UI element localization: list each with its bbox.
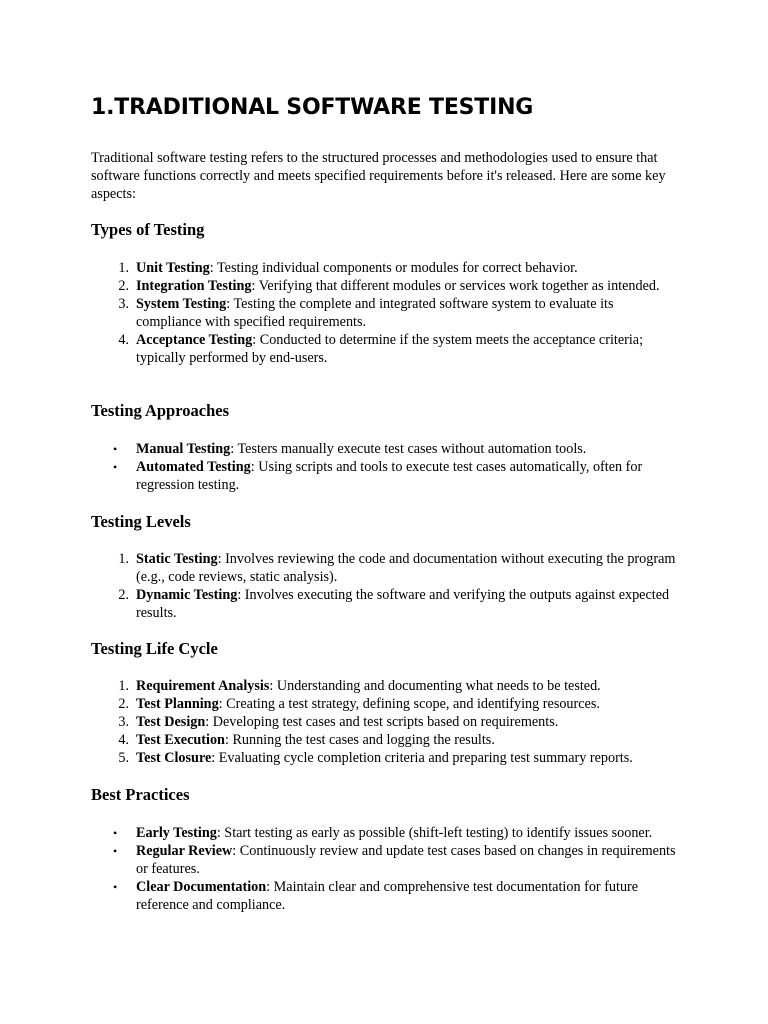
list-item-term: Early Testing <box>136 825 217 841</box>
list-item-term: Test Execution <box>136 732 225 748</box>
list-item-text: : Creating a test strategy, defining scope, and identifying resources. <box>218 696 600 712</box>
list-marker: 4. <box>118 732 129 748</box>
list-item-text: : Testing the complete and integrated software system to evaluate its compliance with specified requirements. <box>136 296 614 330</box>
list-item-text: : Continuously review and update test cases based on changes in requirements or features. <box>136 843 676 877</box>
section-best-practices <box>91 785 691 914</box>
section-testing-levels <box>91 512 691 622</box>
section-heading: Types of Testing <box>91 220 205 239</box>
list-item-term: Unit Testing <box>136 260 210 276</box>
list-item <box>91 677 681 695</box>
list-item-text: : Running the test cases and logging the results. <box>224 732 495 748</box>
numbered-list <box>91 259 691 367</box>
section-heading: Testing Approaches <box>91 401 229 420</box>
list-item-text: : Maintain clear and comprehensive test documentation for future reference and compliance. <box>136 879 639 913</box>
list-item-text: : Using scripts and tools to execute test cases automatically, often for regression testing. <box>136 459 643 493</box>
list-item <box>91 713 681 731</box>
list-item-term: Clear Documentation <box>136 879 267 895</box>
list-item <box>91 878 681 914</box>
list-item <box>91 331 681 367</box>
list-item-term: Regular Review <box>136 843 233 859</box>
list-item-term: Dynamic Testing <box>136 587 238 603</box>
list-item-term: Acceptance Testing <box>136 332 253 348</box>
list-item <box>91 749 681 767</box>
list-item-term: Test Design <box>136 714 206 730</box>
bullet-icon: • <box>113 880 118 894</box>
list-item-text: : Evaluating cycle completion criteria and preparing test summary reports. <box>211 750 633 766</box>
section-heading: Testing Life Cycle <box>91 639 218 658</box>
intro-paragraph: Traditional software testing refers to the structured processes and methodologies used to ensure that software functions correctly and meets specified requirements before it's released. Here are some key aspects: <box>91 150 666 202</box>
list-item-term: Integration Testing <box>136 278 252 294</box>
list-marker: 2. <box>118 696 129 712</box>
list-item-text: : Verifying that different modules or services work together as intended. <box>251 278 660 294</box>
section-heading: Best Practices <box>91 785 190 804</box>
numbered-list <box>91 550 691 622</box>
bullet-icon: • <box>113 460 118 474</box>
bullet-icon: • <box>113 826 118 840</box>
list-item-term: Static Testing <box>136 551 218 567</box>
bullet-list <box>91 440 691 494</box>
list-item <box>91 440 681 458</box>
list-item-term: Manual Testing <box>136 441 231 457</box>
list-marker: 2. <box>118 278 129 294</box>
bullet-icon: • <box>113 844 118 858</box>
list-item <box>91 458 681 494</box>
list-item <box>91 824 681 842</box>
section-heading: Testing Levels <box>91 512 191 531</box>
list-marker: 1. <box>118 678 129 694</box>
page-title: 1.TRADITIONAL SOFTWARE TESTING <box>91 95 534 120</box>
list-item-text: : Start testing as early as possible (shift-left testing) to identify issues sooner. <box>216 825 653 841</box>
list-marker: 5. <box>118 750 129 766</box>
list-item-text: : Developing test cases and test scripts based on requirements. <box>205 714 559 730</box>
section-testing-approaches <box>91 401 691 494</box>
list-item-text: : Involves reviewing the code and documentation without executing the program (e.g., code reviews, static analysis). <box>136 551 676 585</box>
list-item-text: : Testing individual components or modules for correct behavior. <box>209 260 578 276</box>
bullet-list <box>91 824 691 914</box>
list-item-term: Test Planning <box>136 696 219 712</box>
section-types-of-testing <box>91 220 691 367</box>
list-item <box>91 842 681 878</box>
list-marker: 2. <box>118 587 129 603</box>
list-item <box>91 259 681 277</box>
list-marker: 3. <box>118 296 129 312</box>
list-item-term: Test Closure <box>136 750 212 766</box>
list-item <box>91 295 681 331</box>
list-item <box>91 550 681 586</box>
list-item-term: System Testing <box>136 296 227 312</box>
list-item-text: : Understanding and documenting what needs to be tested. <box>269 678 601 694</box>
list-item <box>91 695 681 713</box>
list-marker: 3. <box>118 714 129 730</box>
list-item-text: : Testers manually execute test cases without automation tools. <box>230 441 587 457</box>
list-item <box>91 277 681 295</box>
section-testing-life-cycle <box>91 639 691 767</box>
list-marker: 4. <box>118 332 129 348</box>
list-item-term: Requirement Analysis <box>136 678 270 694</box>
list-marker: 1. <box>118 260 129 276</box>
list-item-text: : Involves executing the software and verifying the outputs against expected results. <box>136 587 670 621</box>
list-item <box>91 586 681 622</box>
numbered-list <box>91 677 691 767</box>
list-marker: 1. <box>118 551 129 567</box>
list-item-term: Automated Testing <box>136 459 251 475</box>
bullet-icon: • <box>113 442 118 456</box>
list-item-text: : Conducted to determine if the system meets the acceptance criteria; typically performed by end-users. <box>136 332 644 366</box>
list-item <box>91 731 681 749</box>
